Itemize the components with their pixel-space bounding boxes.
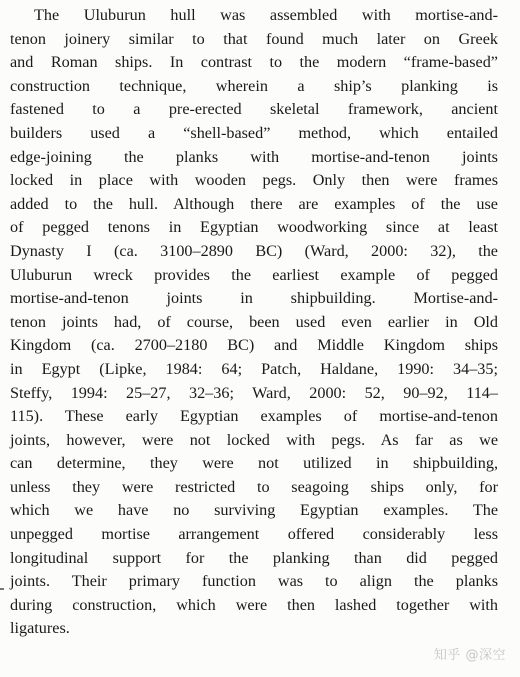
scan-edge-mark xyxy=(0,588,4,590)
text-line: fastened to a pre-erected skeletal framework, ancient xyxy=(10,100,498,119)
text-line: edge-joining the planks with mortise-and-tenon joints xyxy=(10,147,498,166)
text-line: in Egypt (Lipke, 1984: 64; Patch, Haldane, 1990: 34–35; xyxy=(10,359,498,378)
text-line: Steffy, 1994: 25–27, 32–36; Ward, 2000: 52, 90–92, 114– xyxy=(10,383,498,402)
text-line: tenon joinery similar to that found much later on Greek xyxy=(10,29,498,48)
text-line: locked in place with wooden pegs. Only then were frames xyxy=(10,171,498,190)
text-line: Dynasty I (ca. 3100–2890 BC) (Ward, 2000: 32), the xyxy=(10,241,498,260)
body-paragraph xyxy=(10,4,498,641)
text-line: unpegged mortise arrangement offered considerably less xyxy=(10,525,498,544)
text-line: builders used a “shell-based” method, which entailed xyxy=(10,123,498,142)
text-line: Kingdom (ca. 2700–2180 BC) and Middle Kingdom ships xyxy=(10,336,498,355)
text-line: mortise-and-tenon joints in shipbuilding. Mortise-and- xyxy=(10,289,498,308)
text-line: during construction, which were then lashed together with xyxy=(10,595,498,614)
text-line: can determine, they were not utilized in shipbuilding, xyxy=(10,454,498,473)
text-line: ligatures. xyxy=(10,619,70,638)
text-line: longitudinal support for the planking than did pegged xyxy=(10,548,498,567)
text-line: tenon joints had, of course, been used even earlier in Old xyxy=(10,312,498,331)
text-line: joints, however, were not locked with pegs. As far as we xyxy=(10,430,498,449)
watermark: 知乎 @深空 xyxy=(433,648,506,663)
text-line: and Roman ships. In contrast to the modern “frame-based” xyxy=(10,53,498,72)
text-line: which we have no surviving Egyptian examples. The xyxy=(10,501,498,520)
text-line: unless they were restricted to seagoing ships only, for xyxy=(10,477,498,496)
text-line: construction technique, wherein a ship’s planking is xyxy=(10,76,498,95)
text-line: The Uluburun hull was assembled with mortise-and- xyxy=(34,6,498,24)
text-line: of pegged tenons in Egyptian woodworking since at least xyxy=(10,218,498,237)
text-line: 115). These early Egyptian examples of mortise-and-tenon xyxy=(10,407,498,426)
text-line: joints. Their primary function was to align the planks xyxy=(10,572,498,591)
text-line: added to the hull. Although there are examples of the use xyxy=(10,194,498,213)
text-line: Uluburun wreck provides the earliest example of pegged xyxy=(10,265,498,284)
